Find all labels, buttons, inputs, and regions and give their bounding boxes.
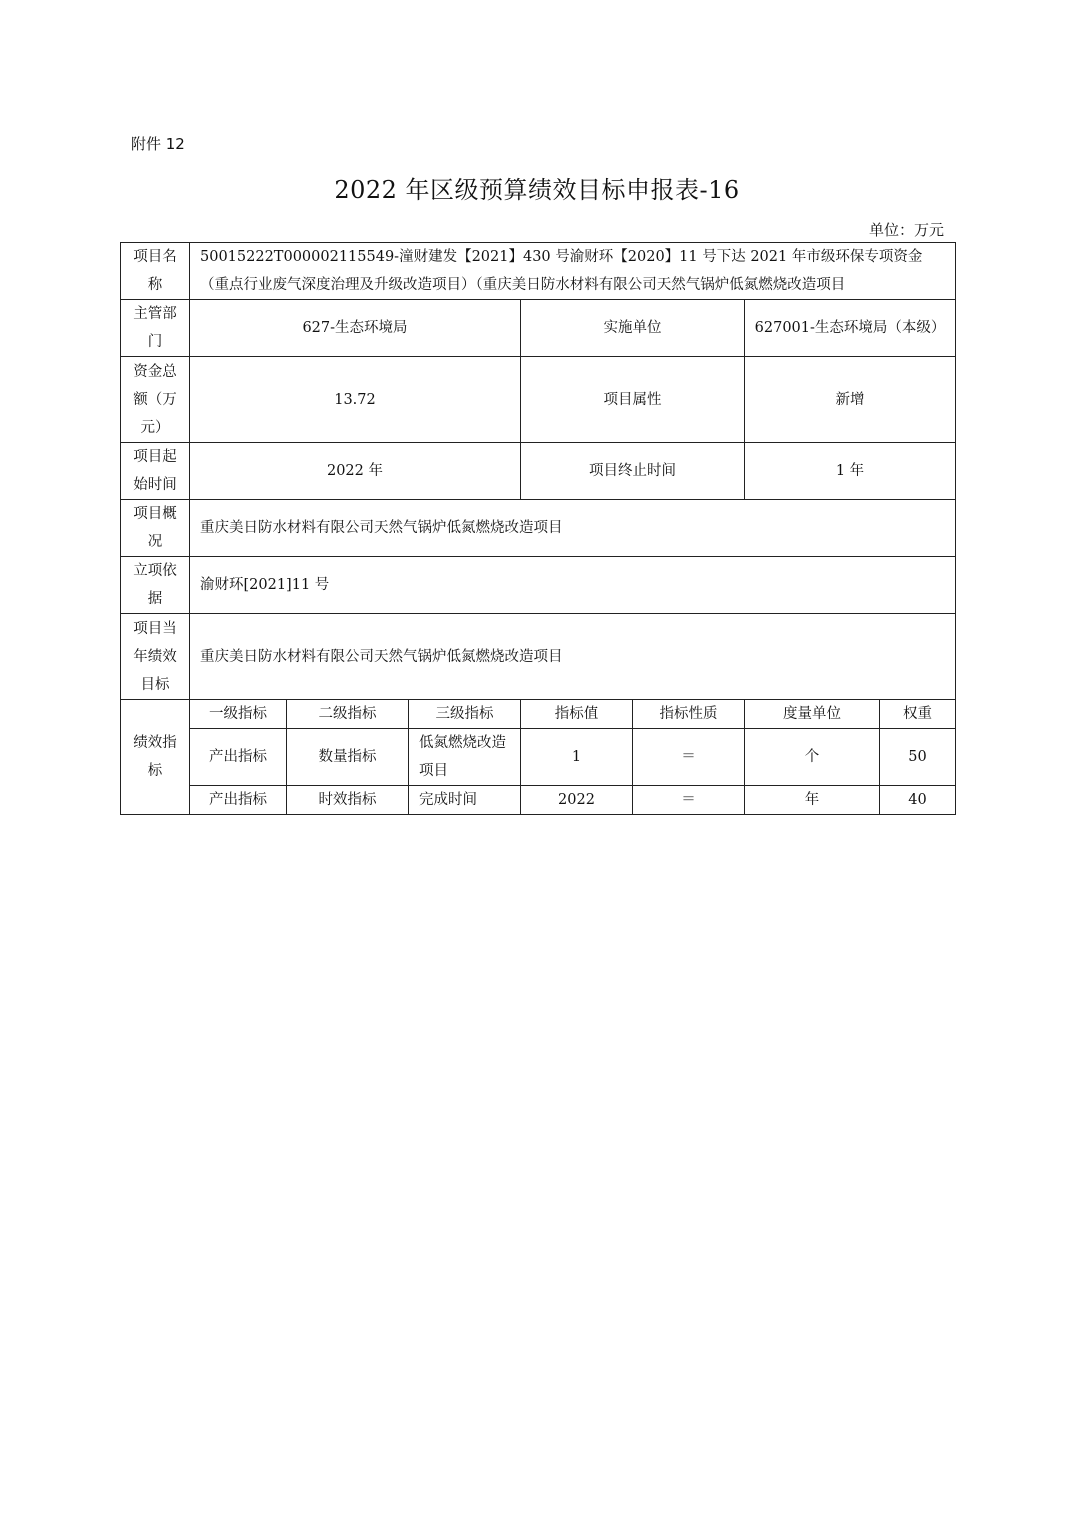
- indicator-header: 指标值: [521, 700, 633, 729]
- indicator-header: 一级指标: [190, 700, 287, 729]
- indicator-header: 三级指标: [409, 700, 521, 729]
- indicator-row: [121, 786, 956, 815]
- start-time-label: 项目起始时间: [121, 443, 190, 500]
- indicator-cell: 50: [880, 729, 956, 786]
- indicator-cell: 完成时间: [409, 786, 521, 815]
- indicator-cell: 40: [880, 786, 956, 815]
- attachment-number: 附件 12: [131, 135, 185, 153]
- start-time-value: 2022 年: [190, 443, 521, 500]
- fund-total-value: 13.72: [190, 357, 521, 443]
- indicator-cell: 产出指标: [190, 786, 287, 815]
- implementing-unit-label: 实施单位: [521, 300, 745, 357]
- unit-label: 单位：万元: [868, 221, 944, 239]
- project-attribute-value: 新增: [745, 357, 956, 443]
- indicator-cell: 年: [745, 786, 880, 815]
- project-name-label: 项目名称: [121, 243, 190, 300]
- performance-target-table: [120, 242, 956, 815]
- end-time-label: 项目终止时间: [521, 443, 745, 500]
- implementing-unit-value: 627001-生态环境局（本级）: [745, 300, 956, 357]
- indicator-cell: ＝: [633, 729, 745, 786]
- indicator-cell: 产出指标: [190, 729, 287, 786]
- indicator-header: 二级指标: [287, 700, 409, 729]
- indicator-cell: 时效指标: [287, 786, 409, 815]
- indicator-cell: 数量指标: [287, 729, 409, 786]
- project-name-value: 50015222T000002115549-潼财建发【2021】430 号渝财环【2020】11 号下达 2021 年市级环保专项资金（重点行业废气深度治理及升级改造项目）（重庆美日防水材料有限公司天然气锅炉低氮燃烧改造项目: [190, 243, 956, 300]
- fund-total-label: 资金总额（万元）: [121, 357, 190, 443]
- annual-goal-value: 重庆美日防水材料有限公司天然气锅炉低氮燃烧改造项目: [190, 614, 956, 700]
- overview-label: 项目概况: [121, 500, 190, 557]
- indicator-header: 权重: [880, 700, 956, 729]
- indicators-label: 绩效指标: [121, 700, 190, 815]
- indicator-row: [121, 729, 956, 786]
- indicator-cell: 低氮燃烧改造项目: [409, 729, 521, 786]
- basis-value: 渝财环[2021]11 号: [190, 557, 956, 614]
- indicator-header: 度量单位: [745, 700, 880, 729]
- basis-label: 立项依据: [121, 557, 190, 614]
- department-value: 627-生态环境局: [190, 300, 521, 357]
- indicator-cell: 1: [521, 729, 633, 786]
- indicator-cell: 个: [745, 729, 880, 786]
- indicator-header: 指标性质: [633, 700, 745, 729]
- end-time-value: 1 年: [745, 443, 956, 500]
- project-attribute-label: 项目属性: [521, 357, 745, 443]
- page-title: 2022 年区级预算绩效目标申报表-16: [334, 176, 740, 204]
- department-label: 主管部门: [121, 300, 190, 357]
- annual-goal-label: 项目当年绩效目标: [121, 614, 190, 700]
- indicator-cell: 2022: [521, 786, 633, 815]
- overview-value: 重庆美日防水材料有限公司天然气锅炉低氮燃烧改造项目: [190, 500, 956, 557]
- indicator-cell: ＝: [633, 786, 745, 815]
